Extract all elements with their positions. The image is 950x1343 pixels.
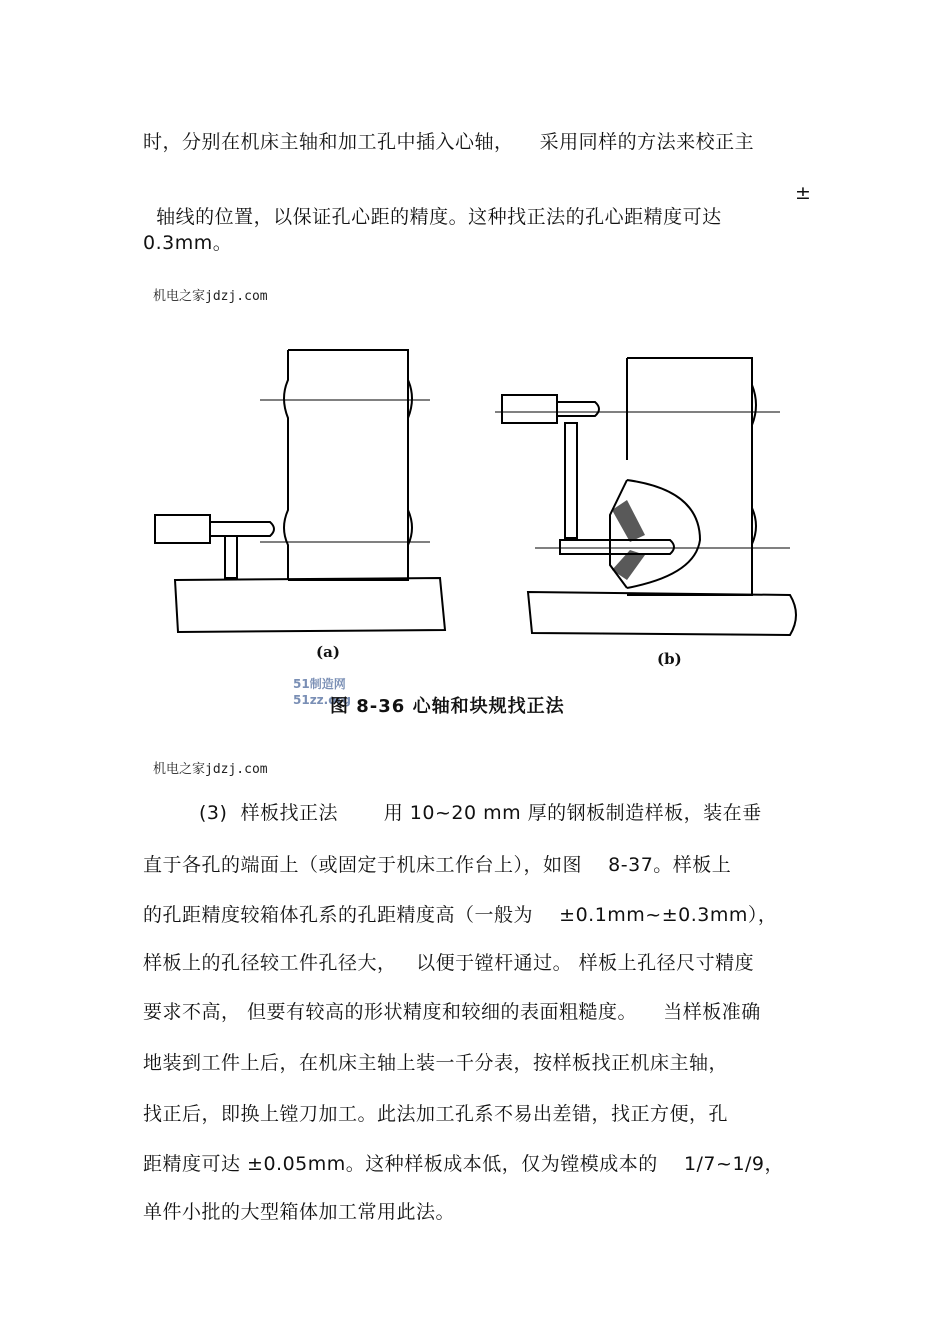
paragraph2-line1: (3) 样板找正法 用 10~20 mm 厚的钢板制造样板，装在垂 bbox=[199, 802, 762, 824]
paragraph1-line3: 0.3mm。 bbox=[143, 232, 233, 254]
figure-label-a: (a) bbox=[316, 643, 340, 661]
watermark-bottom: 机电之家jdzj.com bbox=[153, 762, 268, 777]
figure-watermark-line1: 51制造网 bbox=[293, 677, 346, 691]
figure-drawing bbox=[140, 330, 820, 730]
paragraph2-line7: 找正后，即换上镗刀加工。此法加工孔系不易出差错，找正方便，孔 bbox=[143, 1103, 729, 1125]
paragraph2-line5: 要求不高， 但要有较高的形状精度和较细的表面粗糙度。 当样板准确 bbox=[143, 1001, 761, 1023]
paragraph1-line2-text: 轴线的位置，以保证孔心距的精度。这种找正法的孔心距精度可达 bbox=[156, 206, 722, 228]
paragraph2-line4: 样板上的孔径较工件孔径大， 以便于镗杆通过。 样板上孔径尺寸精度 bbox=[143, 952, 755, 974]
figure-watermark-line2: 51zz.org bbox=[293, 693, 351, 707]
paragraph2-line9: 单件小批的大型箱体加工常用此法。 bbox=[143, 1201, 456, 1223]
paragraph1-line2 bbox=[143, 181, 722, 229]
watermark-top: 机电之家jdzj.com bbox=[153, 289, 268, 304]
figure-8-36 bbox=[140, 330, 820, 730]
figure-label-b: (b) bbox=[657, 650, 682, 668]
paragraph2-line2: 直于各孔的端面上（或固定于机床工作台上），如图 8-37。样板上 bbox=[143, 854, 732, 876]
paragraph2-line3: 的孔距精度较箱体孔系的孔距精度高（一般为 ±0.1mm~±0.3mm）， bbox=[143, 904, 778, 926]
paragraph2-line8: 距精度可达 ±0.05mm。这种样板成本低，仅为镗模成本的 1/7~1/9， bbox=[143, 1153, 785, 1175]
figure-caption: 图 8-36 心轴和块规找正法 bbox=[330, 696, 565, 717]
plus-minus-symbol: ± bbox=[795, 182, 812, 204]
paragraph2-line6: 地装到工件上后，在机床主轴上装一千分表，按样板找正机床主轴， bbox=[143, 1052, 729, 1074]
paragraph1-line1: 时，分别在机床主轴和加工孔中插入心轴， 采用同样的方法来校正主 bbox=[143, 131, 755, 153]
